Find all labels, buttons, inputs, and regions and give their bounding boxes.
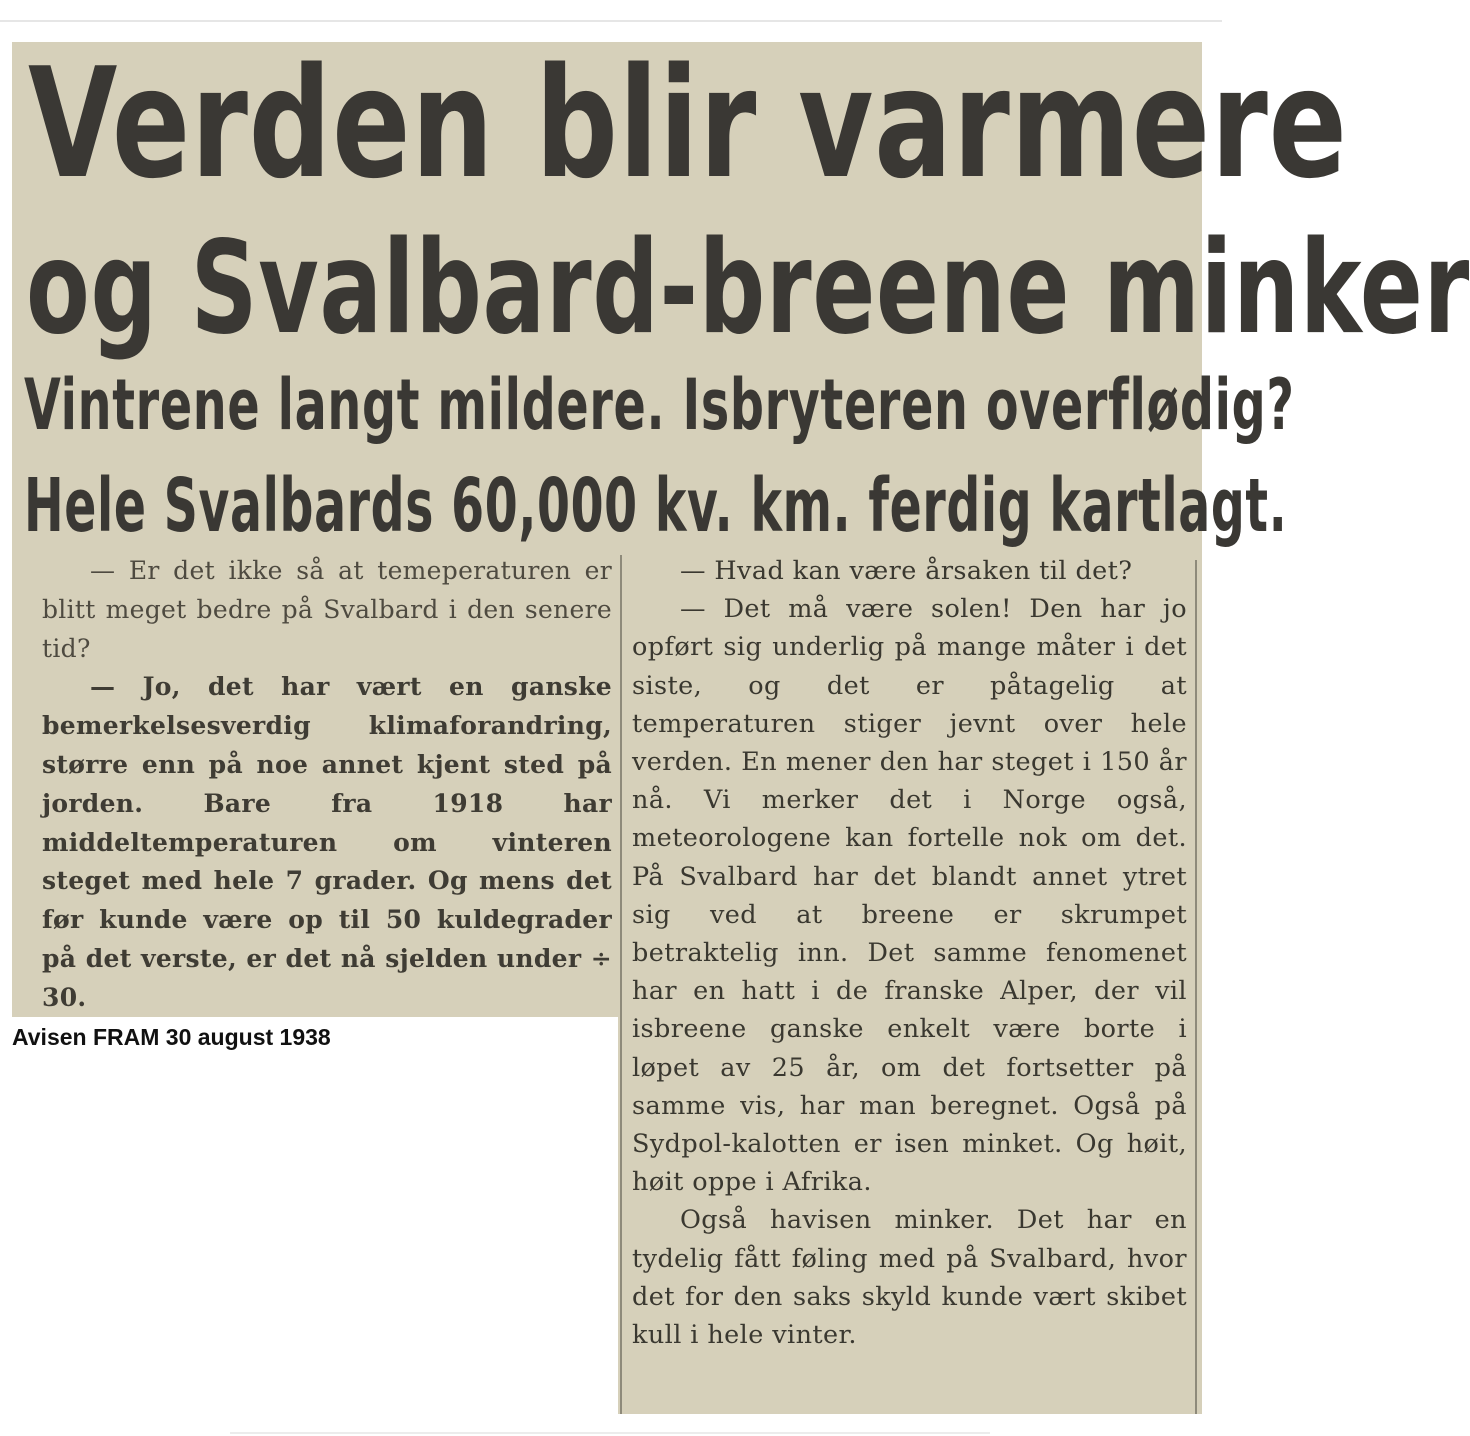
- right-edge-rule: [1195, 560, 1197, 1414]
- subheadline-mapping: Hele Svalbards 60,000 kv. km. ferdig kartlagt.: [24, 463, 1288, 549]
- subheadline-winters: Vintrene langt mildere. Isbryteren overflødig?: [24, 364, 1295, 446]
- headline-second: og Svalbard-breene minker: [26, 214, 1470, 363]
- article-right-column: [632, 552, 1187, 1354]
- right-havisen-paragraph: Også havisen minker. Det har en tydelig fått føling med på Svalbard, hvor det for den saks skyld kunde vært skibet kull i hele vinter.: [632, 1205, 1187, 1351]
- right-answer: — Det må være solen! Den har jo opført sig underlig på mange måter i det siste, og det er påtagelig at temperaturen stiger jevnt over hele verden. En mener den har steget i 150 år nå. Vi merker det i Norge også, meteorologene kan fortelle nok om det. På Svalbard har det blandt annet ytret sig ved at breene er skrumpet betraktelig inn. Det samme fenomenet har en hatt i de franske Alper, der vil isbreene ganske enkelt være borte i løpet av 25 år, om det fortsetter på samme vis, har man beregnet. Også på Sydpol-kalotten er isen minket. Og høit, høit oppe i Afrika.: [632, 594, 1187, 1198]
- headline-main: Verden blir varmere: [28, 35, 1348, 212]
- top-divider: [0, 20, 1222, 22]
- source-caption: Avisen FRAM 30 august 1938: [12, 1024, 331, 1050]
- left-answer: — Jo, det har vært en ganske bemerkelsesverdig klimaforandring, større enn på noe annet kjent sted på jorden. Bare fra 1918 har middeltemperaturen om vinteren steget med hele 7 grader. Og mens det før kunde være op til 50 kuldegrader på det verste, er det nå sjelden under ÷ 30.: [42, 672, 612, 1012]
- article-left-column: [42, 552, 612, 1018]
- right-question: — Hvad kan være årsaken til det?: [680, 556, 1133, 586]
- left-question: — Er det ikke så at temeperaturen er blitt meget bedre på Svalbard i den senere tid?: [42, 556, 612, 663]
- column-divider: [620, 555, 622, 1414]
- bottom-divider: [230, 1432, 990, 1434]
